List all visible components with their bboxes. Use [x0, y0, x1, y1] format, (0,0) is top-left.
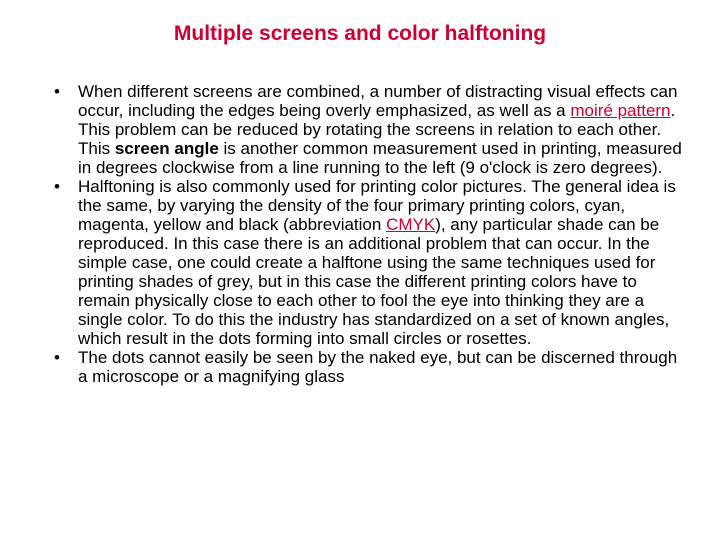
bullet-text-part: is another common measurement used in printing, measured in degrees clockwise from a line running to the left (9 o'clock is zero degrees).: [78, 139, 682, 177]
bullet-icon: •: [54, 82, 60, 101]
slide-title: Multiple screens and color halftoning: [173, 22, 547, 45]
bullet-text: [78, 177, 688, 348]
bullet-text: [78, 82, 688, 177]
bullet-icon: •: [54, 177, 60, 196]
bullet-item-color-halftoning: [52, 177, 688, 348]
bullet-text: [78, 348, 688, 386]
bullet-item-dots: [52, 348, 688, 386]
bullet-item-screens: [52, 82, 688, 177]
bullet-text-part: . This problem can be reduced by rotating the screens in relation to each other. This: [78, 101, 676, 158]
screen-angle-term: screen angle: [114, 139, 219, 158]
bullet-list: [52, 82, 688, 386]
bullet-icon: •: [54, 348, 60, 367]
moire-pattern-link[interactable]: moiré pattern: [570, 101, 671, 120]
bullet-text-part: Halftoning is also commonly used for printing color pictures. The general idea is the same, by varying the density of the four primary printing colors, cyan, magenta, yellow and black (abbreviation: [78, 177, 676, 234]
cmyk-link[interactable]: CMYK: [386, 215, 436, 234]
bullet-text-part: The dots cannot easily be seen by the naked eye, but can be discerned through a microscope or a magnifying glass: [78, 348, 678, 386]
bullet-text-part: ), any particular shade can be reproduced. In this case there is an additional problem that can occur. In the simple case, one could create a halftone using the same techniques used for printing shades of grey, but in this case the different printing colors have to remain physically close to each other to fool the eye into thinking they are a single color. To do this the industry has standardized on a set of known angles, which result in the dots forming into small circles or rosettes.: [78, 215, 670, 348]
bullet-text-part: When different screens are combined, a number of distracting visual effects can occur, including the edges being overly emphasized, as well as a: [78, 82, 678, 120]
